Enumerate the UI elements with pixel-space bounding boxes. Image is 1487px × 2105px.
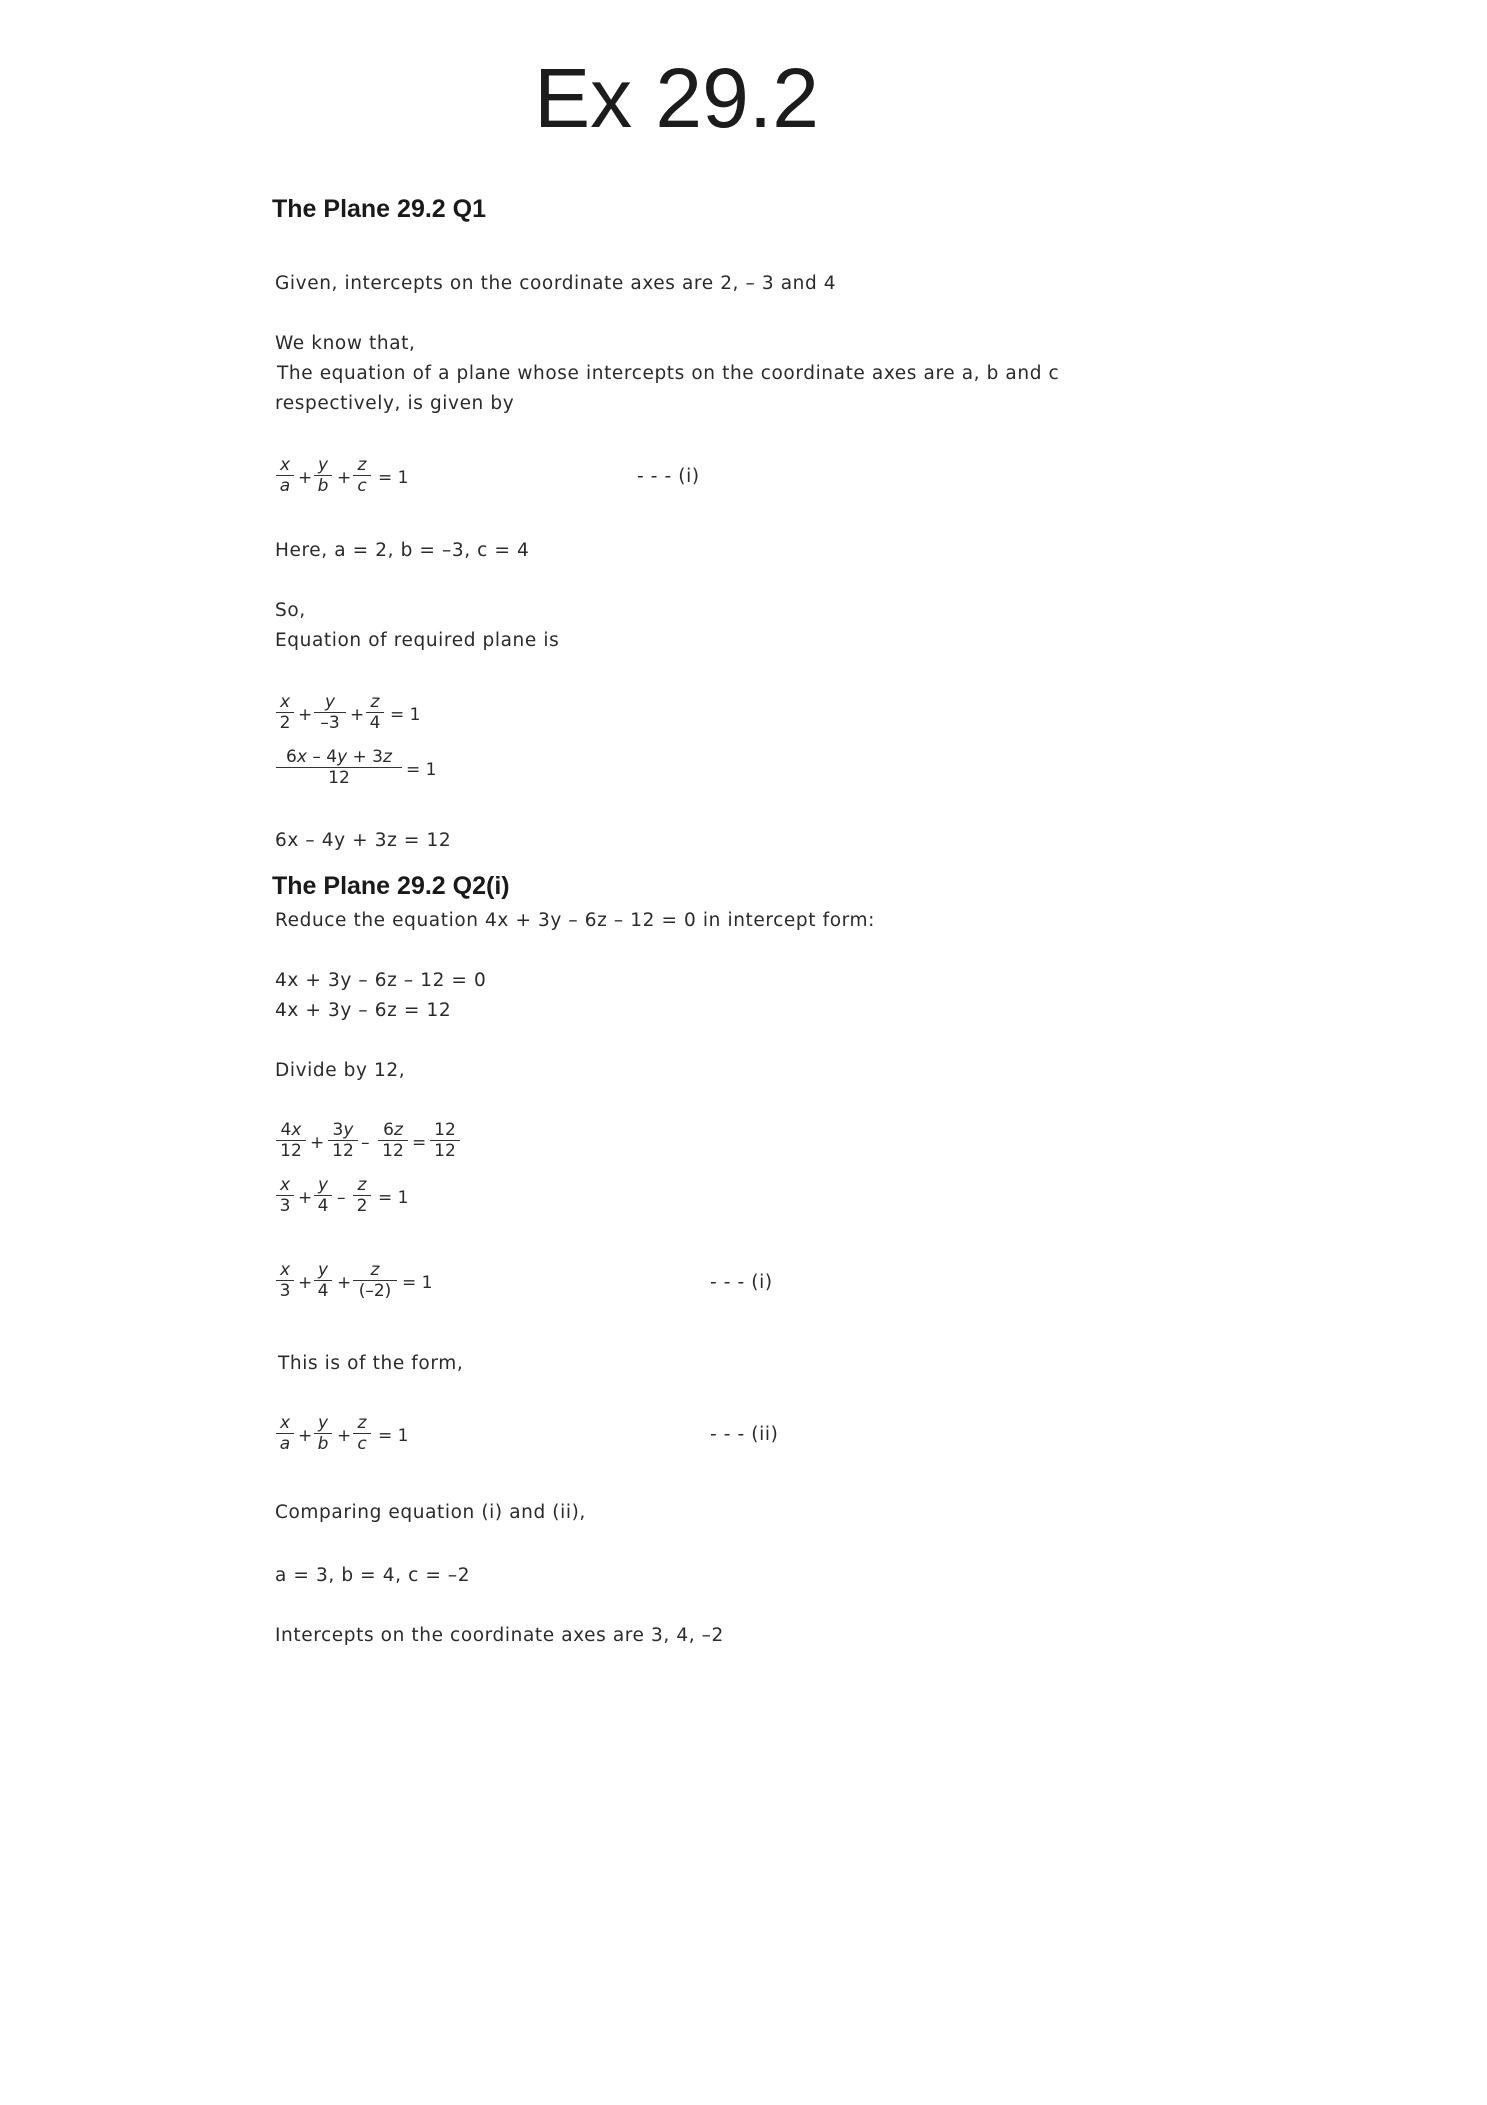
- q2-divide: Divide by 12,: [275, 1060, 406, 1081]
- q1-we-know: We know that,: [275, 333, 416, 354]
- page-title: Ex 29.2: [534, 51, 819, 145]
- q2-step1: 4x + 3y – 6z – 12 = 0: [275, 970, 487, 991]
- q2-heading: The Plane 29.2 Q2(i): [272, 872, 510, 900]
- q1-line2: respectively, is given by: [275, 393, 515, 414]
- q1-here: Here, a = 2, b = –3, c = 4: [275, 540, 530, 561]
- q2-reduce: Reduce the equation 4x + 3y – 6z – 12 = 0 in intercept form:: [275, 910, 875, 931]
- q1-final: 6x – 4y + 3z = 12: [275, 830, 452, 851]
- q1-eq1-ref: - - - (i): [637, 466, 700, 487]
- q2-ref-ii: - - - (ii): [710, 1424, 779, 1445]
- q1-given: Given, intercepts on the coordinate axes are 2, – 3 and 4: [275, 273, 837, 294]
- q2-ref-i: - - - (i): [710, 1272, 773, 1293]
- q2-comparing: Comparing equation (i) and (ii),: [275, 1502, 586, 1523]
- q2-values: a = 3, b = 4, c = –2: [275, 1565, 471, 1586]
- q1-line1: The equation of a plane whose intercepts on the coordinate axes are a, b and c: [277, 363, 1060, 384]
- q1-so: So,: [275, 600, 306, 621]
- q1-heading: The Plane 29.2 Q1: [272, 195, 486, 223]
- q2-form: This is of the form,: [278, 1353, 464, 1374]
- q1-eq-req: Equation of required plane is: [275, 630, 560, 651]
- q2-intercepts: Intercepts on the coordinate axes are 3, 4, –2: [275, 1625, 724, 1646]
- q2-step2: 4x + 3y – 6z = 12: [275, 1000, 452, 1021]
